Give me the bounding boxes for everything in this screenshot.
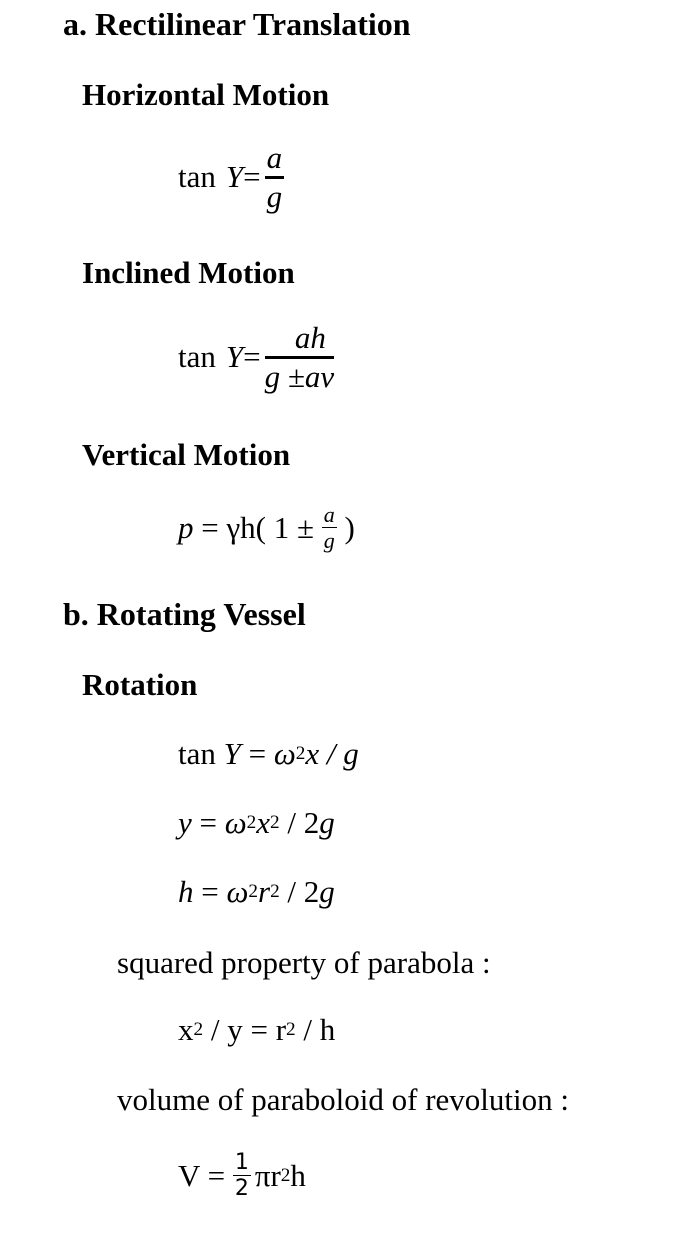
fraction (265, 320, 335, 394)
section-a-title: a. Rectilinear Translation (63, 6, 411, 42)
rotation-heading: Rotation (82, 667, 198, 702)
vertical-motion-formula (178, 502, 355, 554)
t: = (193, 874, 227, 909)
numerator: 1 (234, 1150, 249, 1175)
t: tan (178, 736, 224, 771)
close-paren: ) (336, 509, 355, 545)
parabola-formula: x 2 / y = r 2 / h (178, 1012, 336, 1047)
denominator: g (323, 528, 335, 554)
inclined-motion-heading: Inclined Motion (82, 255, 295, 290)
t: r (257, 874, 271, 909)
vertical-motion-heading: Vertical Motion (82, 437, 291, 472)
equals: = (243, 339, 261, 375)
numerator: ah (265, 320, 334, 359)
t: / 2 (279, 874, 320, 909)
t: = (191, 805, 225, 840)
t: g (319, 874, 335, 909)
t: V = (178, 1157, 233, 1193)
denominator: g ±av (264, 358, 335, 394)
t: h (290, 1157, 306, 1193)
numerator: a (323, 502, 335, 527)
fraction (322, 502, 337, 554)
denominator: g (266, 178, 283, 214)
horizontal-motion-formula (178, 140, 288, 214)
denominator: 2 (234, 1176, 249, 1202)
t: πr (254, 1157, 281, 1193)
rotation-formula-1: tan Y = ω 2 x / g (178, 736, 359, 771)
inclined-motion-formula (178, 320, 338, 394)
var-p: p (178, 509, 194, 545)
var-y: Y (225, 159, 244, 195)
section-b-title: b. Rotating Vessel (63, 596, 306, 632)
t: / 2 (279, 805, 320, 840)
t: ω (273, 736, 296, 771)
t: / h (295, 1012, 336, 1047)
fraction (233, 1150, 251, 1202)
volume-formula: V = $\frac{1}{2}$ πr 2 h (178, 1150, 306, 1202)
t: = (240, 736, 274, 771)
horizontal-motion-heading: Horizontal Motion (82, 77, 330, 112)
t: x (178, 1012, 194, 1047)
numerator: a (265, 140, 285, 179)
t: g (319, 805, 335, 840)
t: ω (226, 874, 249, 909)
formula-middle: = γh( 1 ± (193, 509, 322, 545)
fraction (265, 140, 285, 214)
t: x (256, 805, 271, 840)
t: h (178, 874, 194, 909)
t: x / g (305, 736, 359, 771)
squared-property-label: squared property of parabola : (117, 945, 491, 980)
rotation-formula-2: y = ω 2 x 2 / 2 g (178, 805, 335, 840)
t: / y = r (203, 1012, 287, 1047)
tan-text: tan (178, 339, 216, 375)
var-y: Y (225, 339, 244, 375)
t: Y (223, 736, 241, 771)
tan-text: tan (178, 159, 216, 195)
t: y (178, 805, 192, 840)
equals: = (243, 159, 261, 195)
t: ω (224, 805, 247, 840)
rotation-formula-3: h = ω 2 r 2 / 2 g (178, 874, 335, 909)
volume-label: volume of paraboloid of revolution : (117, 1082, 569, 1117)
